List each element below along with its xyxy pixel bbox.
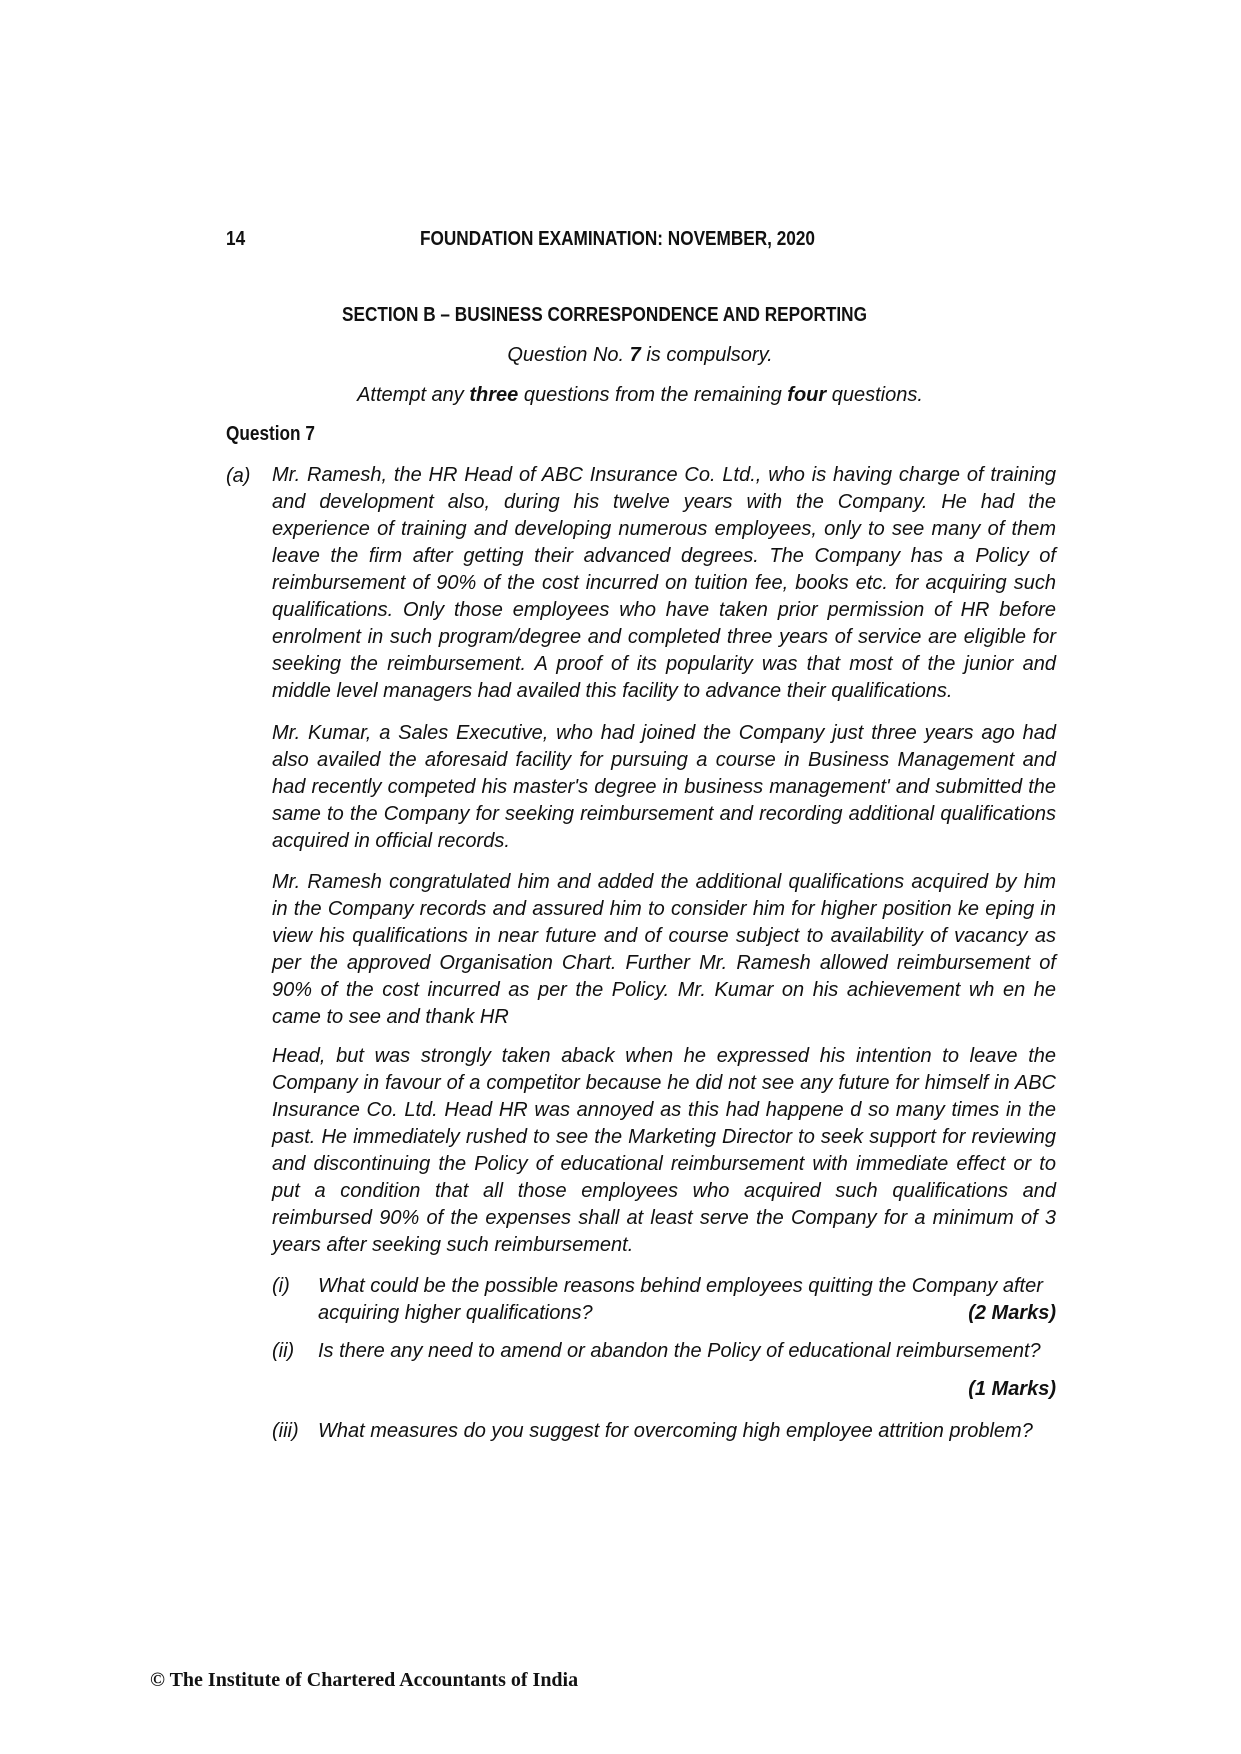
instruction-attempt-mid: questions from the remaining (518, 384, 788, 406)
instruction-compulsory-pre: Question No. (507, 344, 630, 366)
question-heading: Question 7 (226, 423, 315, 445)
paragraph-text: Head, but was strongly taken aback when he expressed his intention to leave the Company in favour of a competitor because he did not see any future for himself in ABC Insurance Co. Ltd. Head HR was annoyed as this had happene d so many times in the past. He immediately rushed to see the Marketing Director to seek support for reviewing and discontinuing the Policy of educational reimbursement with immediate effect or to put a condition that all those employees who acquired such qualifications and reimbursed 90% of the expenses shall at least serve the Company for a minimum of 3 years after seeking such reimbursement. (272, 1045, 1056, 1256)
question-part-label: (a) (226, 465, 251, 487)
subquestion-text: What measures do you suggest for overcoming high employee attrition problem? (318, 1420, 1033, 1442)
instruction-attempt-remaining: four (787, 384, 827, 406)
page-number: 14 (226, 228, 246, 250)
instruction-compulsory-post: is compulsory. (640, 344, 773, 366)
running-title: FOUNDATION EXAMINATION: NOVEMBER, 2020 (420, 228, 815, 250)
subquestion-text: Is there any need to amend or abandon the Policy of educational reimbursement? (318, 1340, 1041, 1362)
paragraph-text: Mr. Kumar, a Sales Executive, who had joined the Company just three years ago had also availed the aforesaid facility for pursuing a course in Business Management and had recently competed his master's degree in business management' and submitted the same to the Company for seeking reimbursement and recording additional qualifications acquired in official records. (272, 722, 1056, 852)
instruction-attempt-post: questions. (826, 384, 923, 406)
subquestion-marks: (2 Marks) (968, 1302, 1056, 1324)
question-paragraph (272, 720, 1056, 855)
subquestion-number: (i) (272, 1275, 290, 1297)
section-title: SECTION B – BUSINESS CORRESPONDENCE AND REPORTING (342, 304, 867, 326)
instruction-compulsory-number: 7 (629, 344, 641, 366)
subquestion-number: (iii) (272, 1420, 299, 1442)
question-paragraph (272, 1043, 1056, 1259)
footer-copyright: © The Institute of Chartered Accountants of India (150, 1669, 579, 1691)
subquestion-marks: (1 Marks) (968, 1378, 1056, 1400)
paragraph-text: Mr. Ramesh congratulated him and added the additional qualifications acquired by him in the Company records and assured him to consider him for higher position ke eping in view his qualifications in near future and of course subject to availability of vacancy as per the approved Organisation Chart. Further Mr. Ramesh allowed reimbursement of 90% of the cost incurred as per the Policy. Mr. Kumar on his achievement wh en he came to see and thank HR (272, 871, 1056, 1028)
subquestion-text: What could be the possible reasons behind employees quitting the Company after acquiring higher qualifications? (318, 1275, 1043, 1324)
question-paragraph (272, 462, 1056, 705)
instruction-attempt (0, 384, 1241, 407)
instruction-attempt-pre: Attempt any (357, 384, 470, 406)
subquestion-number: (ii) (272, 1340, 295, 1362)
paragraph-text: Mr. Ramesh, the HR Head of ABC Insurance Co. Ltd., who is having charge of training and development also, during his twelve years with the Company. He had the experience of training and developing numerous employees, only to see many of them leave the firm after getting their advanced degrees. The Company has a Policy of reimbursement of 90% of the cost incurred on tuition fee, books etc. for acquiring such qualifications. Only those employees who have taken prior permission of HR before enrolment in such program/degree and completed three years of service are eligible for seeking the reimbursement. A proof of its popularity was that most of the junior and middle level managers had availed this facility to advance their qualifications. (272, 464, 1056, 702)
question-paragraph (272, 869, 1056, 1031)
instruction-attempt-count: three (469, 384, 519, 406)
instruction-compulsory (0, 344, 1241, 367)
